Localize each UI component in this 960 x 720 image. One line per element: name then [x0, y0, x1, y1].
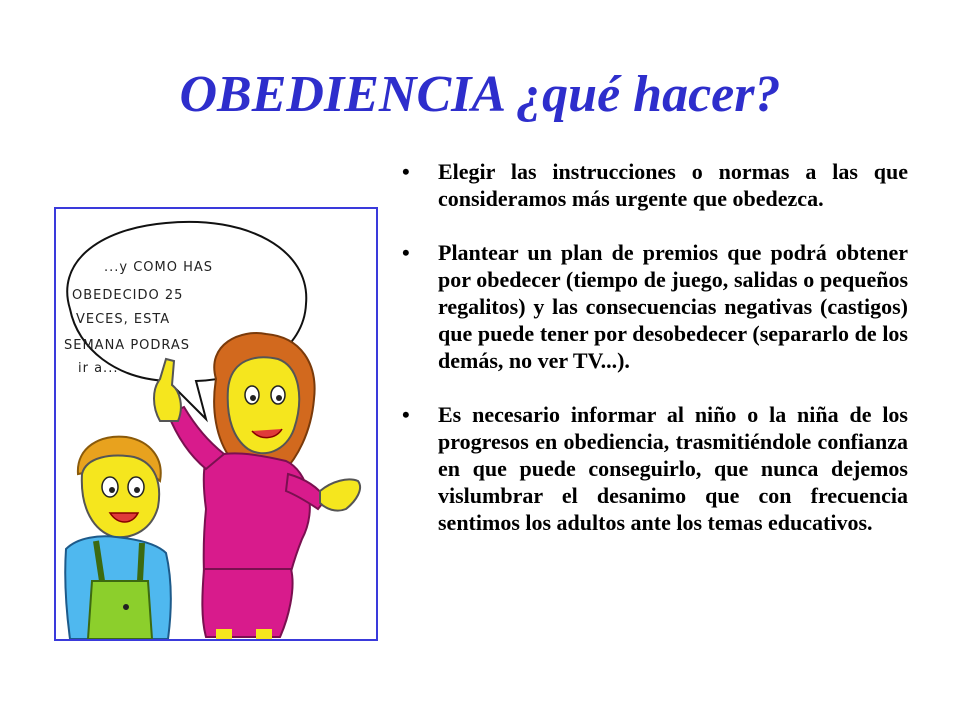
bullet-item: • Plantear un plan de premios que podrá obtener por obedecer (tiempo de juego, salidas o pequeños regalitos) y las consecuencias negativas (castigos) que puede tener por desobedecer (separarlo de los demás, no ver TV...).: [396, 239, 908, 374]
bubble-line-2: OBEDECIDO 25: [72, 288, 184, 303]
bubble-line-5: ir a...: [78, 361, 119, 376]
bullet-item: • Es necesario informar al niño o la niña de los progresos en obediencia, trasmitiéndole confianza en que puede conseguirlo, que nunca dejemos vislumbrar el desanimo que con frecuencia sentimos los adultos ante los temas educativos.: [396, 401, 908, 536]
boy-figure: [65, 437, 171, 639]
cartoon-drawing: [56, 209, 376, 639]
bubble-line-1: ...y COMO HAS: [104, 260, 214, 275]
cartoon-illustration: [54, 207, 378, 641]
bullet-item: • Elegir las instrucciones o normas a las que consideramos más urgente que obedezca.: [396, 158, 908, 212]
bubble-line-3: VECES, ESTA: [76, 312, 171, 327]
bullet-list: [396, 158, 908, 563]
slide-title: OBEDIENCIA ¿qué hacer?: [179, 66, 781, 123]
bubble-line-4: SEMANA PODRAS: [64, 338, 191, 353]
